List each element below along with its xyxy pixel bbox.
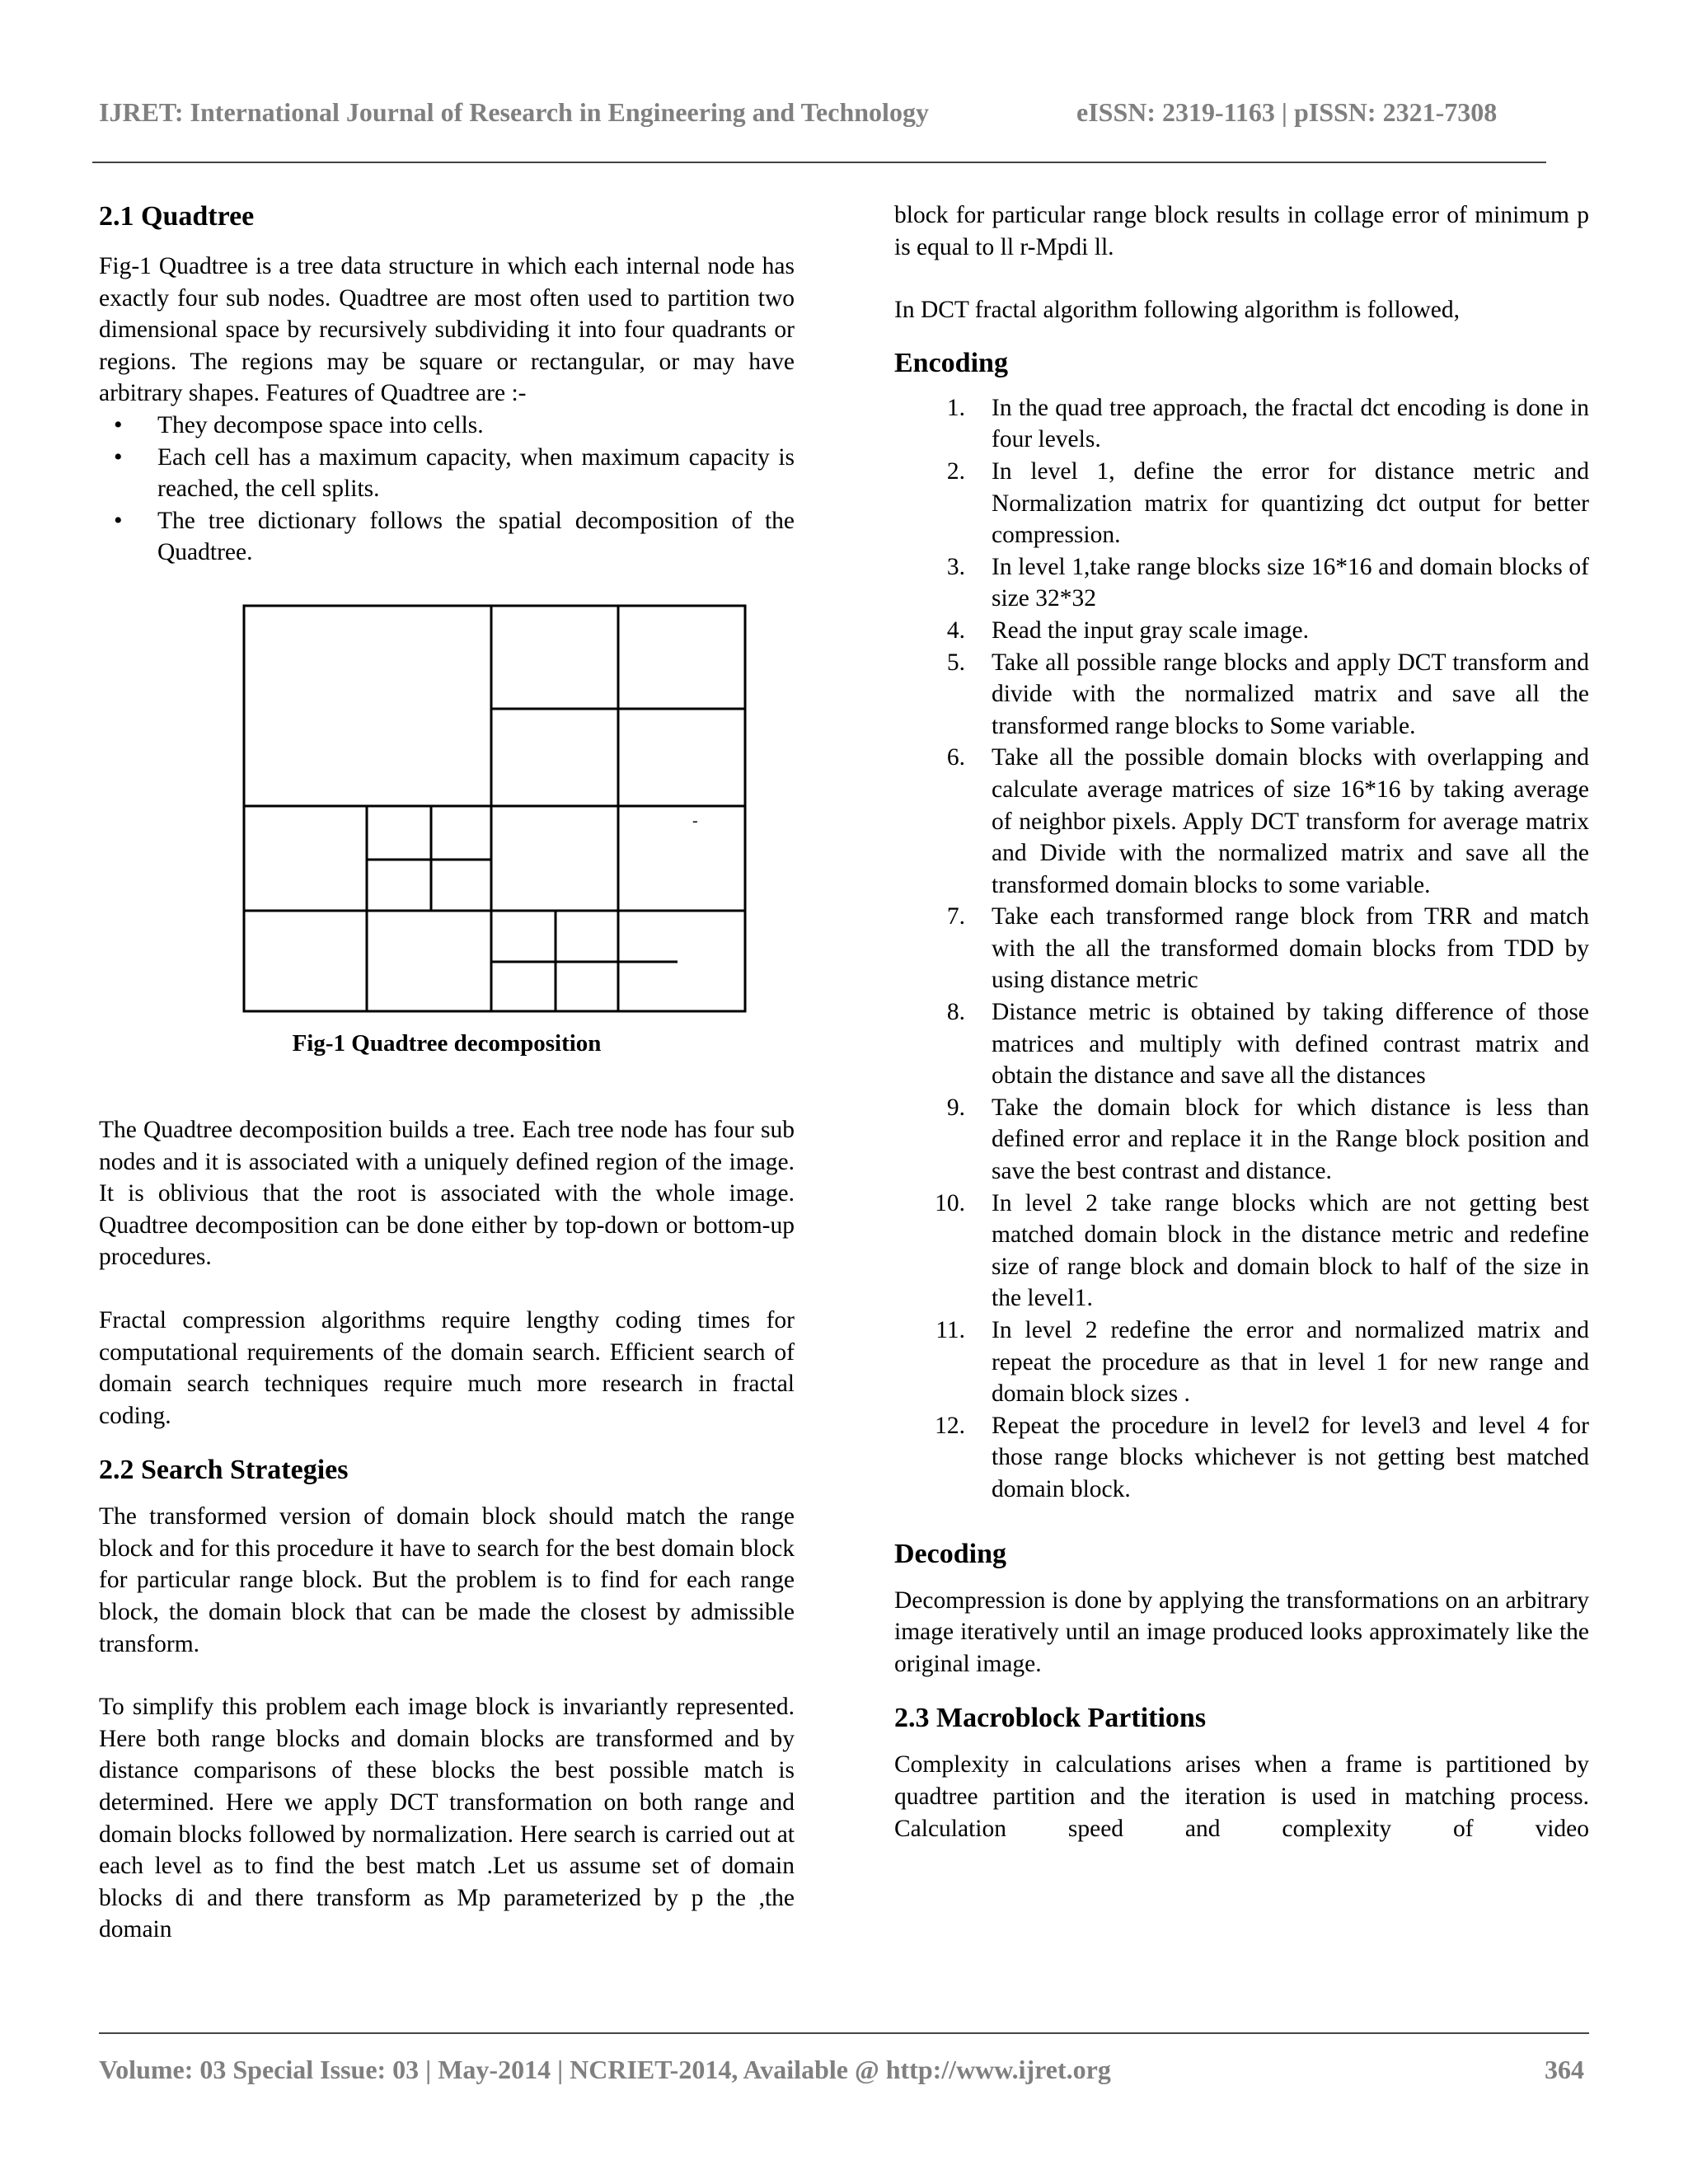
issn-info: eISSN: 2319-1163 | pISSN: 2321-7308 [1076,97,1498,127]
encoding-step: 7. Take each transformed range block from TRR and match with the all the transformed domain blocks from TDD by using distance metric [946,903,1589,994]
figure-caption: Fig-1 Quadtree decomposition [292,1029,602,1057]
encoding-step: 3. In level 1,take range blocks size 16*16 and domain blocks of size 32*32 [946,553,1589,612]
continued-paragraph: block for particular range block results in collage error of minimum p is equal to ll r-Mpdi ll. [894,202,1589,260]
quadtree-diagram [242,603,698,1015]
dct-intro-paragraph: In DCT fractal algorithm following algorithm is followed, [894,297,1461,324]
section-2-1-paragraph-1: Fig-1 Quadtree is a tree data structure in which each internal node has exactly four sub nodes. Quadtree are most often used to partition two dimensional space by recursively subdividing it into four quadrants or regions. The regions may be square or rectangular, or may have arbitrary shapes. Features of Quadtree are :- [99,253,795,407]
running-header [99,97,1550,128]
volume-info: Volume: 03 Special Issue: 03 | May-2014 | NCRIET-2014, Available @ http://www.ijret.org [99,2055,1111,2084]
encoding-step: 8. Distance metric is obtained by taking difference of those matrices and multiply with defined contrast matrix and obtain the distance and save all the distances [946,999,1589,1090]
decoding-title: Decoding [894,1538,1006,1569]
section-2-2-paragraph-2: To simplify this problem each image block is invariantly represented. Here both range blocks and domain blocks are transformed and by distance comparisons of these blocks the best possible match is determined. Here we apply DCT transformation on both range and domain blocks followed by normalization. Here search is carried out at each level as to find the best match .Let us assume set of domain blocks di and there transform as Mp parameterized by p the ,the domain [99,1694,795,1943]
page-number: 364 [1545,2055,1584,2084]
encoding-step: 9. Take the domain block for which distance is less than defined error and replace it in the Range block position and save the best contrast and distance. [946,1094,1589,1185]
quadtree-figure [99,603,795,1114]
features-list-item: • The tree dictionary follows the spatial decomposition of the Quadtree. [99,505,795,569]
section-2-1-paragraph-2: The Quadtree decomposition builds a tree. Each tree node has four sub nodes and it is associated with a uniquely defined region of the image. It is oblivious that the root is associated with the whole image. Quadtree decomposition can be done either by top-down or bottom-up procedures. [99,1116,795,1271]
features-list-item: • They decompose space into cells. [99,410,795,442]
encoding-step: 6. Take all the possible domain blocks with overlapping and calculate average matrices of size 16*16 by taking average of neighbor pixels. Apply DCT transform for average matrix and Divide with the normalized matrix and save all the transformed domain blocks to some variable. [946,744,1589,898]
encoding-step: 5. Take all possible range blocks and apply DCT transform and divide with the normalized matrix and save all the transformed range blocks to Some variable. [946,649,1589,739]
section-2-3-title: 2.3 Macroblock Partitions [894,1703,1207,1734]
encoding-step: 1. In the quad tree approach, the fractal dct encoding is done in four levels. [946,394,1589,453]
left-column [99,199,795,1946]
running-footer [99,2055,1589,2085]
encoding-step: 10. In level 2 take range blocks which are not getting best matched domain block in the distance metric and redefine size of range block and domain block to half of the size in the level1. [935,1189,1589,1312]
section-2-1-title: 2.1 Quadtree [99,201,255,232]
features-list-item: • Each cell has a maximum capacity, when maximum capacity is reached, the cell splits. [99,442,795,505]
section-2-2-paragraph-1: The transformed version of domain block should match the range block and for this procedure it have to search for the best domain block for particular range block. But the problem is to find for each range block, the domain block that can be made the closest by admissible transform. [99,1503,795,1657]
right-column [894,199,1589,1844]
encoding-step: 12. Repeat the procedure in level2 for level3 and level 4 for those range blocks whichever is not getting best matched domain block. [935,1412,1589,1502]
footer-rule [99,2032,1589,2034]
encoding-step: 2. In level 1, define the error for distance metric and Normalization matrix for quantizing dct output for better compression. [946,457,1589,549]
quadtree-outer-block [244,606,745,1011]
decoding-paragraph: Decompression is done by applying the transformations on an arbitrary image iteratively until an image produced looks approximately like the original image. [894,1586,1589,1677]
encoding-steps [894,392,1589,1506]
figure-mark: - [692,811,698,830]
section-2-1-paragraph-3: Fractal compression algorithms require lengthy coding times for computational requirements of the domain search. Efficient search of domain search techniques require much more research in fractal coding. [99,1306,795,1429]
section-2-2-title: 2.2 Search Strategies [99,1455,349,1486]
journal-title: IJRET: International Journal of Research in Engineering and Technology [99,97,929,127]
header-rule [92,162,1546,163]
encoding-step: 11. In level 2 redefine the error and normalized matrix and repeat the procedure as that in level 1 for new range and domain block sizes . [935,1317,1589,1408]
encoding-title: Encoding [894,347,1008,378]
features-list [99,410,795,569]
encoding-step: 4. Read the input gray scale image. [946,616,1309,644]
section-2-3-paragraph: Complexity in calculations arises when a frame is partitioned by quadtree partition and the iteration is used in matching process. Calculation speed and complexity of video [894,1751,1589,1842]
